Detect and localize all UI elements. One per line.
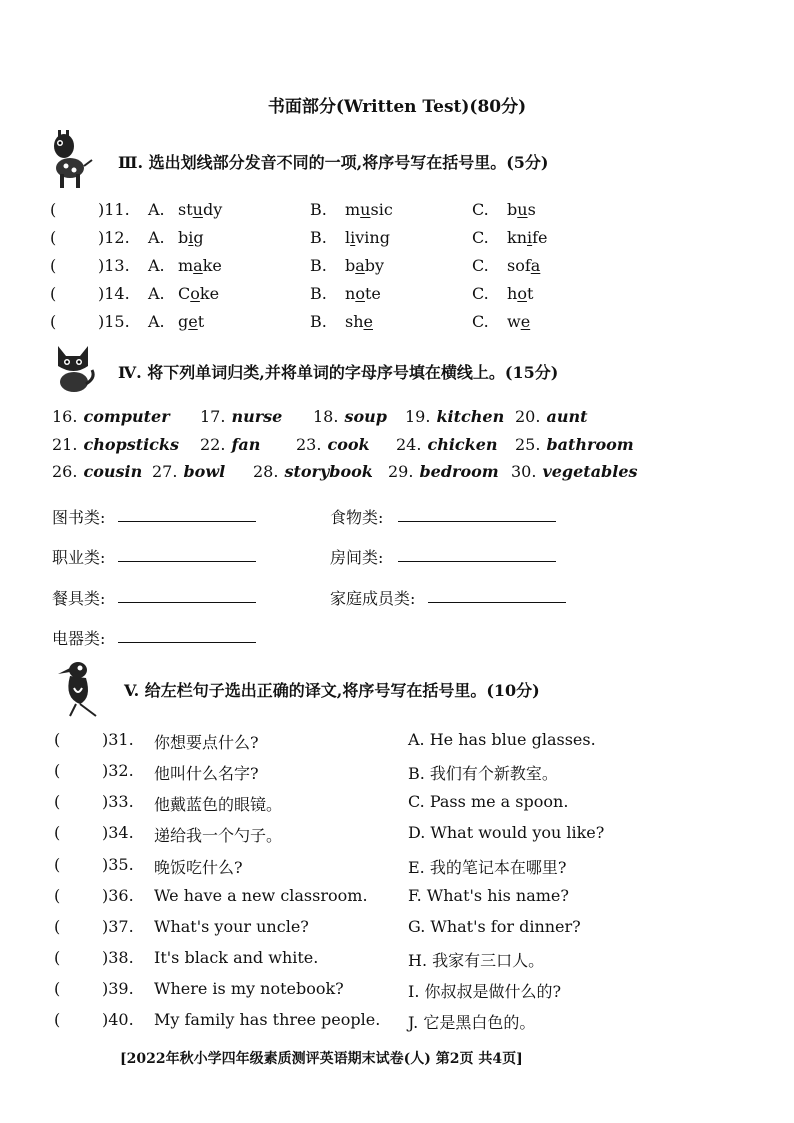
word-post: sic [370, 200, 393, 219]
answer-paren-open: ( [54, 730, 61, 749]
word-pre: b [345, 256, 356, 275]
answer-paren-open: ( [54, 948, 61, 967]
word-post: ving [355, 228, 390, 247]
word-under: i [527, 228, 533, 247]
left-sentence: It's black and white. [154, 948, 319, 967]
word-number: 26. [52, 462, 78, 481]
option-b-label: B. [310, 228, 327, 247]
word-pre: h [507, 284, 518, 303]
category-answer-line[interactable] [118, 561, 256, 562]
question-number: )14. [98, 284, 130, 303]
word-number: 17. [200, 407, 226, 426]
category-label: 餐具类: [52, 589, 106, 608]
word-post: s [527, 200, 536, 219]
word-number: 21. [52, 435, 78, 454]
option-b-label: B. [310, 312, 327, 331]
category-answer-line[interactable] [398, 521, 556, 522]
word-post: t [526, 284, 534, 303]
word-under: o [190, 284, 200, 303]
page-title: 书面部分(Written Test)(80分) [267, 97, 527, 117]
word-text: storybook [284, 462, 373, 481]
answer-paren-open: ( [54, 823, 61, 842]
word-item [200, 407, 282, 426]
option-b-word [345, 228, 390, 247]
category-answer-line[interactable] [118, 602, 256, 603]
word-text: nurse [231, 407, 283, 426]
answer-paren-open: ( [50, 228, 57, 247]
option-c-label: C. [472, 284, 489, 303]
left-sentence: What's your uncle? [154, 917, 309, 936]
option-a-label: A. [148, 284, 165, 303]
left-sentence: 递给我一个勺子。 [154, 826, 283, 845]
option-a-word [178, 312, 204, 331]
word-item [388, 462, 499, 481]
right-option: E. 我的笔记本在哪里? [408, 858, 567, 877]
left-sentence: 晚饭吃什么? [154, 858, 243, 877]
word-under: e [520, 312, 531, 331]
right-option: G. What's for dinner? [408, 917, 581, 936]
word-item [515, 435, 634, 454]
question-number: )11. [98, 200, 130, 219]
word-number: 18. [313, 407, 339, 426]
word-text: aunt [546, 407, 588, 426]
question-number: )40. [102, 1010, 134, 1029]
word-number: 29. [388, 462, 414, 481]
option-c-word [507, 312, 530, 331]
option-a-word [178, 228, 204, 247]
option-c-label: C. [472, 312, 489, 331]
option-a-word [178, 256, 222, 275]
question-number: )13. [98, 256, 130, 275]
right-option: A. He has blue glasses. [408, 730, 596, 749]
word-pre: C [178, 284, 191, 303]
word-number: 22. [200, 435, 226, 454]
option-c-word [507, 256, 540, 275]
answer-paren-open: ( [50, 200, 57, 219]
option-a-label: A. [148, 228, 165, 247]
word-item [253, 462, 373, 481]
category-answer-line[interactable] [118, 521, 256, 522]
word-item [515, 407, 587, 426]
word-number: 25. [515, 435, 541, 454]
word-pre: b [178, 228, 189, 247]
word-text: bedroom [419, 462, 499, 481]
option-c-word [507, 200, 536, 219]
option-a-label: A. [148, 200, 165, 219]
word-number: 16. [52, 407, 78, 426]
word-pre: n [345, 284, 356, 303]
word-under: e [188, 312, 198, 331]
word-number: 20. [515, 407, 541, 426]
right-option: J. 它是黑白色的。 [408, 1013, 536, 1032]
option-a-label: A. [148, 256, 165, 275]
category-label: 图书类: [52, 508, 106, 527]
word-number: 19. [405, 407, 431, 426]
word-text: soup [344, 407, 387, 426]
question-number: )35. [102, 855, 134, 874]
word-text: vegetables [542, 462, 638, 481]
right-option: F. What's his name? [408, 886, 569, 905]
word-item [296, 435, 370, 454]
word-text: chopsticks [83, 435, 179, 454]
section-3-heading: Ⅲ. 选出划线部分发音不同的一项,将序号写在括号里。(5分) [118, 153, 549, 172]
left-sentence: 他戴蓝色的眼镜。 [154, 795, 283, 814]
word-item [396, 435, 498, 454]
answer-paren-open: ( [54, 979, 61, 998]
word-text: bathroom [546, 435, 634, 454]
section-5-heading: V. 给左栏句子选出正确的译文,将序号写在括号里。(10分) [124, 681, 540, 700]
question-number: )39. [102, 979, 134, 998]
word-text: fan [231, 435, 261, 454]
answer-paren-open: ( [54, 855, 61, 874]
bird-icon [56, 658, 100, 718]
left-sentence: We have a new classroom. [154, 886, 368, 905]
word-item [313, 407, 387, 426]
word-under: e [363, 312, 373, 331]
word-pre: m [345, 200, 361, 219]
option-c-label: C. [472, 228, 489, 247]
word-number: 24. [396, 435, 422, 454]
word-item [52, 462, 142, 481]
word-item [52, 435, 179, 454]
question-number: )15. [98, 312, 130, 331]
cat-icon [50, 342, 98, 394]
word-post: dy [202, 200, 223, 219]
answer-paren-open: ( [50, 256, 57, 275]
word-number: 28. [253, 462, 279, 481]
left-sentence: 他叫什么名字? [154, 764, 259, 783]
right-option: B. 我们有个新教室。 [408, 764, 558, 783]
answer-paren-open: ( [50, 284, 57, 303]
answer-paren-open: ( [54, 886, 61, 905]
category-label: 房间类: [330, 548, 384, 567]
word-pre: st [178, 200, 193, 219]
option-c-word [507, 284, 533, 303]
category-label: 职业类: [52, 548, 106, 567]
option-b-word [345, 256, 384, 275]
category-label: 家庭成员类: [330, 589, 416, 608]
word-item [511, 462, 638, 481]
word-item [405, 407, 504, 426]
right-option: D. What would you like? [408, 823, 605, 842]
option-c-label: C. [472, 256, 489, 275]
question-number: )36. [102, 886, 134, 905]
answer-paren-open: ( [50, 312, 57, 331]
question-number: )33. [102, 792, 134, 811]
word-under: o [355, 284, 365, 303]
left-sentence: My family has three people. [154, 1010, 381, 1029]
word-number: 30. [511, 462, 537, 481]
option-a-word [178, 200, 222, 219]
question-number: )34. [102, 823, 134, 842]
word-number: 23. [296, 435, 322, 454]
answer-paren-open: ( [54, 792, 61, 811]
option-b-word [345, 200, 393, 219]
word-text: cousin [83, 462, 143, 481]
right-option: H. 我家有三口人。 [408, 951, 545, 970]
word-post: te [364, 284, 381, 303]
word-post: g [193, 228, 204, 247]
category-label: 食物类: [330, 508, 384, 527]
word-under: u [360, 200, 371, 219]
word-under: o [517, 284, 527, 303]
answer-paren-open: ( [54, 761, 61, 780]
word-item [152, 462, 225, 481]
question-number: )38. [102, 948, 134, 967]
page-footer: [2022年秋小学四年级素质测评英语期末试卷(人) 第2页 共4页] [120, 1051, 523, 1067]
word-text: kitchen [436, 407, 505, 426]
word-number: 27. [152, 462, 178, 481]
word-pre: g [178, 312, 189, 331]
word-pre: b [507, 200, 518, 219]
word-under: i [350, 228, 356, 247]
option-b-label: B. [310, 200, 327, 219]
word-pre: sh [345, 312, 364, 331]
word-pre: w [507, 312, 521, 331]
word-pre: kn [507, 228, 527, 247]
left-sentence: Where is my notebook? [154, 979, 344, 998]
word-under: u [517, 200, 528, 219]
right-option: I. 你叔叔是做什么的? [408, 982, 562, 1001]
option-b-label: B. [310, 256, 327, 275]
category-answer-line[interactable] [118, 642, 256, 643]
word-post: fe [532, 228, 548, 247]
category-answer-line[interactable] [428, 602, 566, 603]
word-pre: m [178, 256, 194, 275]
word-post: by [364, 256, 385, 275]
right-option: C. Pass me a spoon. [408, 792, 569, 811]
word-under: a [355, 256, 365, 275]
option-b-label: B. [310, 284, 327, 303]
word-under: i [188, 228, 194, 247]
section-4-heading: Ⅳ. 将下列单词归类,并将单词的字母序号填在横线上。(15分) [118, 363, 559, 382]
category-label: 电器类: [52, 629, 106, 648]
question-number: )32. [102, 761, 134, 780]
word-text: computer [83, 407, 170, 426]
word-post: t [197, 312, 205, 331]
word-post: ke [199, 284, 220, 303]
category-answer-line[interactable] [398, 561, 556, 562]
word-under: a [530, 256, 541, 275]
question-number: )31. [102, 730, 134, 749]
option-a-label: A. [148, 312, 165, 331]
question-number: )12. [98, 228, 130, 247]
option-c-word [507, 228, 548, 247]
word-under: a [193, 256, 203, 275]
answer-paren-open: ( [54, 917, 61, 936]
word-pre: sof [507, 256, 531, 275]
left-sentence: 你想要点什么? [154, 733, 259, 752]
giraffe-icon [48, 128, 94, 190]
option-a-word [178, 284, 219, 303]
word-text: chicken [427, 435, 498, 454]
option-b-word [345, 284, 381, 303]
word-text: bowl [183, 462, 226, 481]
answer-paren-open: ( [54, 1010, 61, 1029]
word-item [52, 407, 170, 426]
question-number: )37. [102, 917, 134, 936]
option-c-label: C. [472, 200, 489, 219]
option-b-word [345, 312, 373, 331]
word-under: u [192, 200, 203, 219]
word-text: cook [327, 435, 370, 454]
word-item [200, 435, 260, 454]
word-post: ke [202, 256, 222, 275]
word-pre: l [345, 228, 351, 247]
